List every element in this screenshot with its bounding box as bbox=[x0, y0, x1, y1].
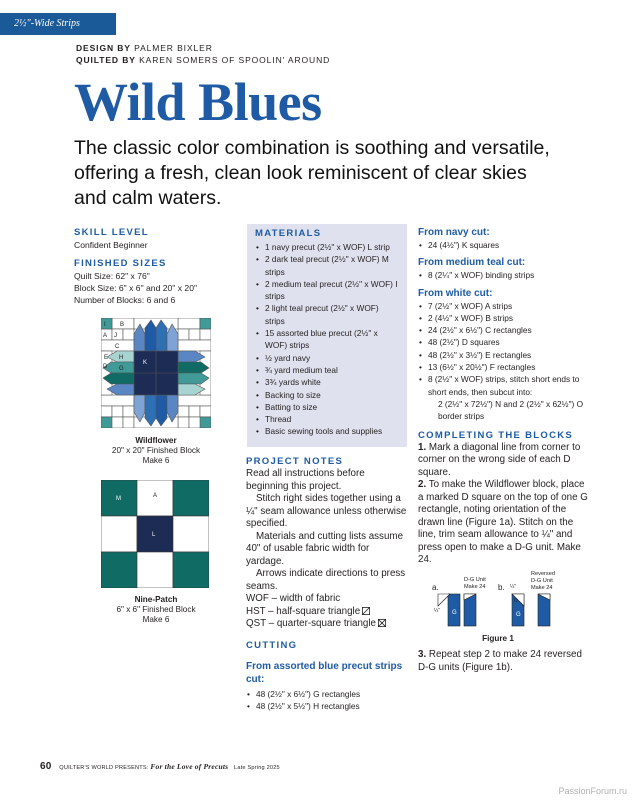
publication-name: QUILTER'S WORLD PRESENTS: bbox=[59, 765, 149, 771]
hst-icon bbox=[362, 607, 370, 615]
white-subcut: 2 (2½" x 72½") N and 2 (2½" x 62½") O border strips bbox=[438, 398, 584, 422]
cutting-heading: CUTTING bbox=[246, 639, 298, 651]
list-item: • 24 (2½" x 6½") C rectangles bbox=[418, 324, 588, 336]
ninepatch-size: 6" x 6" Finished Block bbox=[116, 605, 196, 614]
page-number: 60 bbox=[40, 761, 52, 772]
list-item: • 3¾ yards white bbox=[255, 376, 399, 388]
list-item: • 13 (6½" x 20½") F rectangles bbox=[418, 361, 588, 373]
fig-a-label: a. bbox=[432, 583, 439, 592]
step-3-number: 3. bbox=[418, 649, 427, 660]
list-item: • Thread bbox=[255, 413, 399, 425]
notes-paragraph: Arrows indicate directions to press seams. bbox=[246, 568, 406, 592]
list-item: • ½ yard navy bbox=[255, 352, 399, 364]
section-tab: 2½"-Wide Strips bbox=[0, 13, 116, 35]
pattern-title: Wild Blues bbox=[74, 72, 322, 132]
ninepatch-caption bbox=[86, 595, 226, 625]
step-2 bbox=[418, 479, 588, 567]
list-item: • 48 (2½") D squares bbox=[418, 336, 588, 348]
list-item: • 7 (2½" x WOF) A strips bbox=[418, 300, 588, 312]
label-m: M bbox=[116, 496, 121, 502]
skill-value: Confident Beginner bbox=[74, 240, 148, 250]
unit-b-line3: Make 24 bbox=[531, 585, 553, 591]
blue-cut-heading: From assorted blue precut strips cut: bbox=[246, 660, 403, 685]
wildflower-caption bbox=[86, 436, 226, 466]
g-label-b: G bbox=[516, 612, 521, 618]
block-count: Number of Blocks: 6 and 6 bbox=[74, 295, 176, 305]
notes-heading: PROJECT NOTES bbox=[246, 456, 344, 467]
wof-def: WOF – width of fabric bbox=[246, 593, 341, 604]
navy-cut-list bbox=[418, 239, 588, 251]
label-i: I bbox=[104, 322, 106, 328]
wildflower-size: 20" x 20" Finished Block bbox=[111, 446, 201, 455]
notes-paragraph: Materials and cutting lists assume 40" of usable fabric width for yardage. bbox=[246, 530, 404, 567]
quilter-name: KAREN SOMERS OF SPOOLIN' AROUND bbox=[139, 55, 331, 65]
list-item: • Batting to size bbox=[255, 401, 399, 413]
hst-def: HST – half-square triangle bbox=[246, 605, 361, 617]
white-cut-heading: From white cut: bbox=[418, 287, 493, 299]
notes-paragraph: Read all instructions before beginning this project. bbox=[246, 468, 365, 492]
design-label: DESIGN BY bbox=[76, 43, 131, 53]
g-label-a: G bbox=[452, 610, 457, 616]
sizes-heading: FINISHED SIZES bbox=[74, 258, 167, 269]
step-2-text: To make the Wildflower block, place a marked D square on the top of one G rectangle, noting orientation of the drawn line (Figure 1a). Stitch on the line, trim seam allowance to ¼" and press open to make a D-G unit. Make 24. bbox=[418, 479, 588, 566]
watermark: PassionForum.ru bbox=[558, 786, 627, 796]
list-item: • 15 assorted blue precut (2½" x WOF) strips bbox=[255, 327, 399, 352]
fig-b-label: b. bbox=[498, 583, 505, 592]
qst-def: QST – quarter-square triangle bbox=[246, 618, 376, 629]
left-column bbox=[74, 226, 224, 306]
label-k: K bbox=[143, 360, 148, 366]
list-item: • 2 dark teal precut (2½" x WOF) M strips bbox=[255, 253, 399, 278]
materials-box bbox=[247, 224, 407, 447]
list-item: • Backing to size bbox=[255, 389, 399, 401]
label-g: G bbox=[119, 366, 124, 372]
list-item: • 2 (4½" x WOF) B strips bbox=[418, 312, 588, 324]
quilted-label: QUILTED BY bbox=[76, 55, 136, 65]
hst-def-row bbox=[246, 606, 408, 619]
issue-date: Late Spring 2025 bbox=[234, 765, 280, 771]
step-1-number: 1. bbox=[418, 441, 427, 453]
wildflower-name: Wildflower bbox=[135, 436, 177, 445]
label-l: L bbox=[152, 532, 156, 538]
figure-1-caption: Figure 1 bbox=[482, 634, 514, 643]
page-footer bbox=[40, 761, 280, 772]
label-a-9p: A bbox=[153, 493, 158, 499]
list-item: • 2 light teal precut (2½" x WOF) strips bbox=[255, 302, 399, 327]
teal-cut-heading: From medium teal cut: bbox=[418, 257, 526, 269]
label-h: H bbox=[119, 355, 124, 361]
list-item: • 2 medium teal precut (2½" x WOF) I strips bbox=[255, 278, 399, 303]
label-b: B bbox=[120, 322, 125, 328]
label-e: E bbox=[104, 355, 109, 361]
wildflower-make: Make 6 bbox=[142, 456, 170, 465]
qst-icon bbox=[378, 619, 386, 627]
credits bbox=[76, 42, 330, 66]
unit-a-line2: Make 24 bbox=[464, 584, 486, 590]
ninepatch-make: Make 6 bbox=[142, 615, 170, 624]
book-title: For the Love of Precuts bbox=[150, 762, 229, 771]
qst-def-row bbox=[246, 618, 408, 631]
list-item: • 8 (2½" x WOF) strips, stitch short ends to short ends, then subcut into: bbox=[418, 373, 588, 398]
quarter-label-b: ¼" bbox=[510, 584, 516, 590]
list-item: • Basic sewing tools and supplies bbox=[255, 425, 399, 437]
blue-cut-list bbox=[246, 688, 408, 713]
step-1 bbox=[418, 442, 588, 480]
skill-heading: SKILL LEVEL bbox=[74, 227, 149, 238]
designer-name: PALMER BIXLER bbox=[134, 43, 213, 53]
quarter-label-a: ¼" bbox=[434, 608, 440, 614]
unit-a-line1: D-G Unit bbox=[464, 577, 486, 583]
label-j: J bbox=[114, 333, 117, 339]
ninepatch-name: Nine-Patch bbox=[134, 595, 178, 604]
list-item: • 1 navy precut (2½" x WOF) L strip bbox=[255, 241, 399, 253]
block-size: Block Size: 6" x 6" and 20" x 20" bbox=[74, 283, 198, 293]
label-a: A bbox=[103, 333, 108, 339]
unit-b-line2: D-G Unit bbox=[531, 578, 553, 584]
list-item: • 8 (2¼" x WOF) binding strips bbox=[418, 269, 588, 281]
materials-heading: MATERIALS bbox=[255, 228, 322, 239]
list-item: • 24 (4½") K squares bbox=[418, 239, 588, 251]
list-item: • 48 (2½" x 6½") G rectangles bbox=[246, 688, 408, 700]
completing-heading: COMPLETING THE BLOCKS bbox=[418, 429, 574, 441]
quilt-size: Quilt Size: 62" x 76" bbox=[74, 271, 150, 281]
list-item: • ¾ yard medium teal bbox=[255, 364, 399, 376]
wildflower-block-diagram bbox=[101, 318, 211, 428]
list-item: • 48 (2½" x 5½") H rectangles bbox=[246, 700, 408, 712]
d-label-b: D bbox=[514, 598, 518, 604]
label-d: D bbox=[103, 364, 108, 370]
label-c: C bbox=[115, 344, 120, 350]
step-1-text: Mark a diagonal line from corner to corner on the wrong side of each D square. bbox=[418, 441, 581, 478]
white-cut-list bbox=[418, 300, 588, 398]
list-item: • 48 (2½" x 3½") E rectangles bbox=[418, 349, 588, 361]
step-3 bbox=[418, 649, 588, 674]
step-2-number: 2. bbox=[418, 479, 427, 491]
materials-list bbox=[255, 241, 399, 438]
right-column bbox=[418, 226, 588, 567]
ninepatch-block-diagram bbox=[101, 480, 209, 588]
unit-b-line1: Reversed bbox=[531, 571, 555, 577]
figure-1-diagram bbox=[428, 570, 578, 630]
teal-cut-list bbox=[418, 269, 588, 281]
notes-paragraph: Stitch right sides together using a ¼" seam allowance unless otherwise specified. bbox=[246, 493, 407, 529]
intro-text: The classic color combination is soothing and versatile, offering a fresh, clean look reminiscent of clear skies and calm waters. bbox=[74, 137, 550, 209]
navy-cut-heading: From navy cut: bbox=[418, 227, 490, 238]
step-3-text: Repeat step 2 to make 24 reversed D-G units (Figure 1b). bbox=[418, 649, 582, 673]
middle-column bbox=[246, 455, 408, 712]
